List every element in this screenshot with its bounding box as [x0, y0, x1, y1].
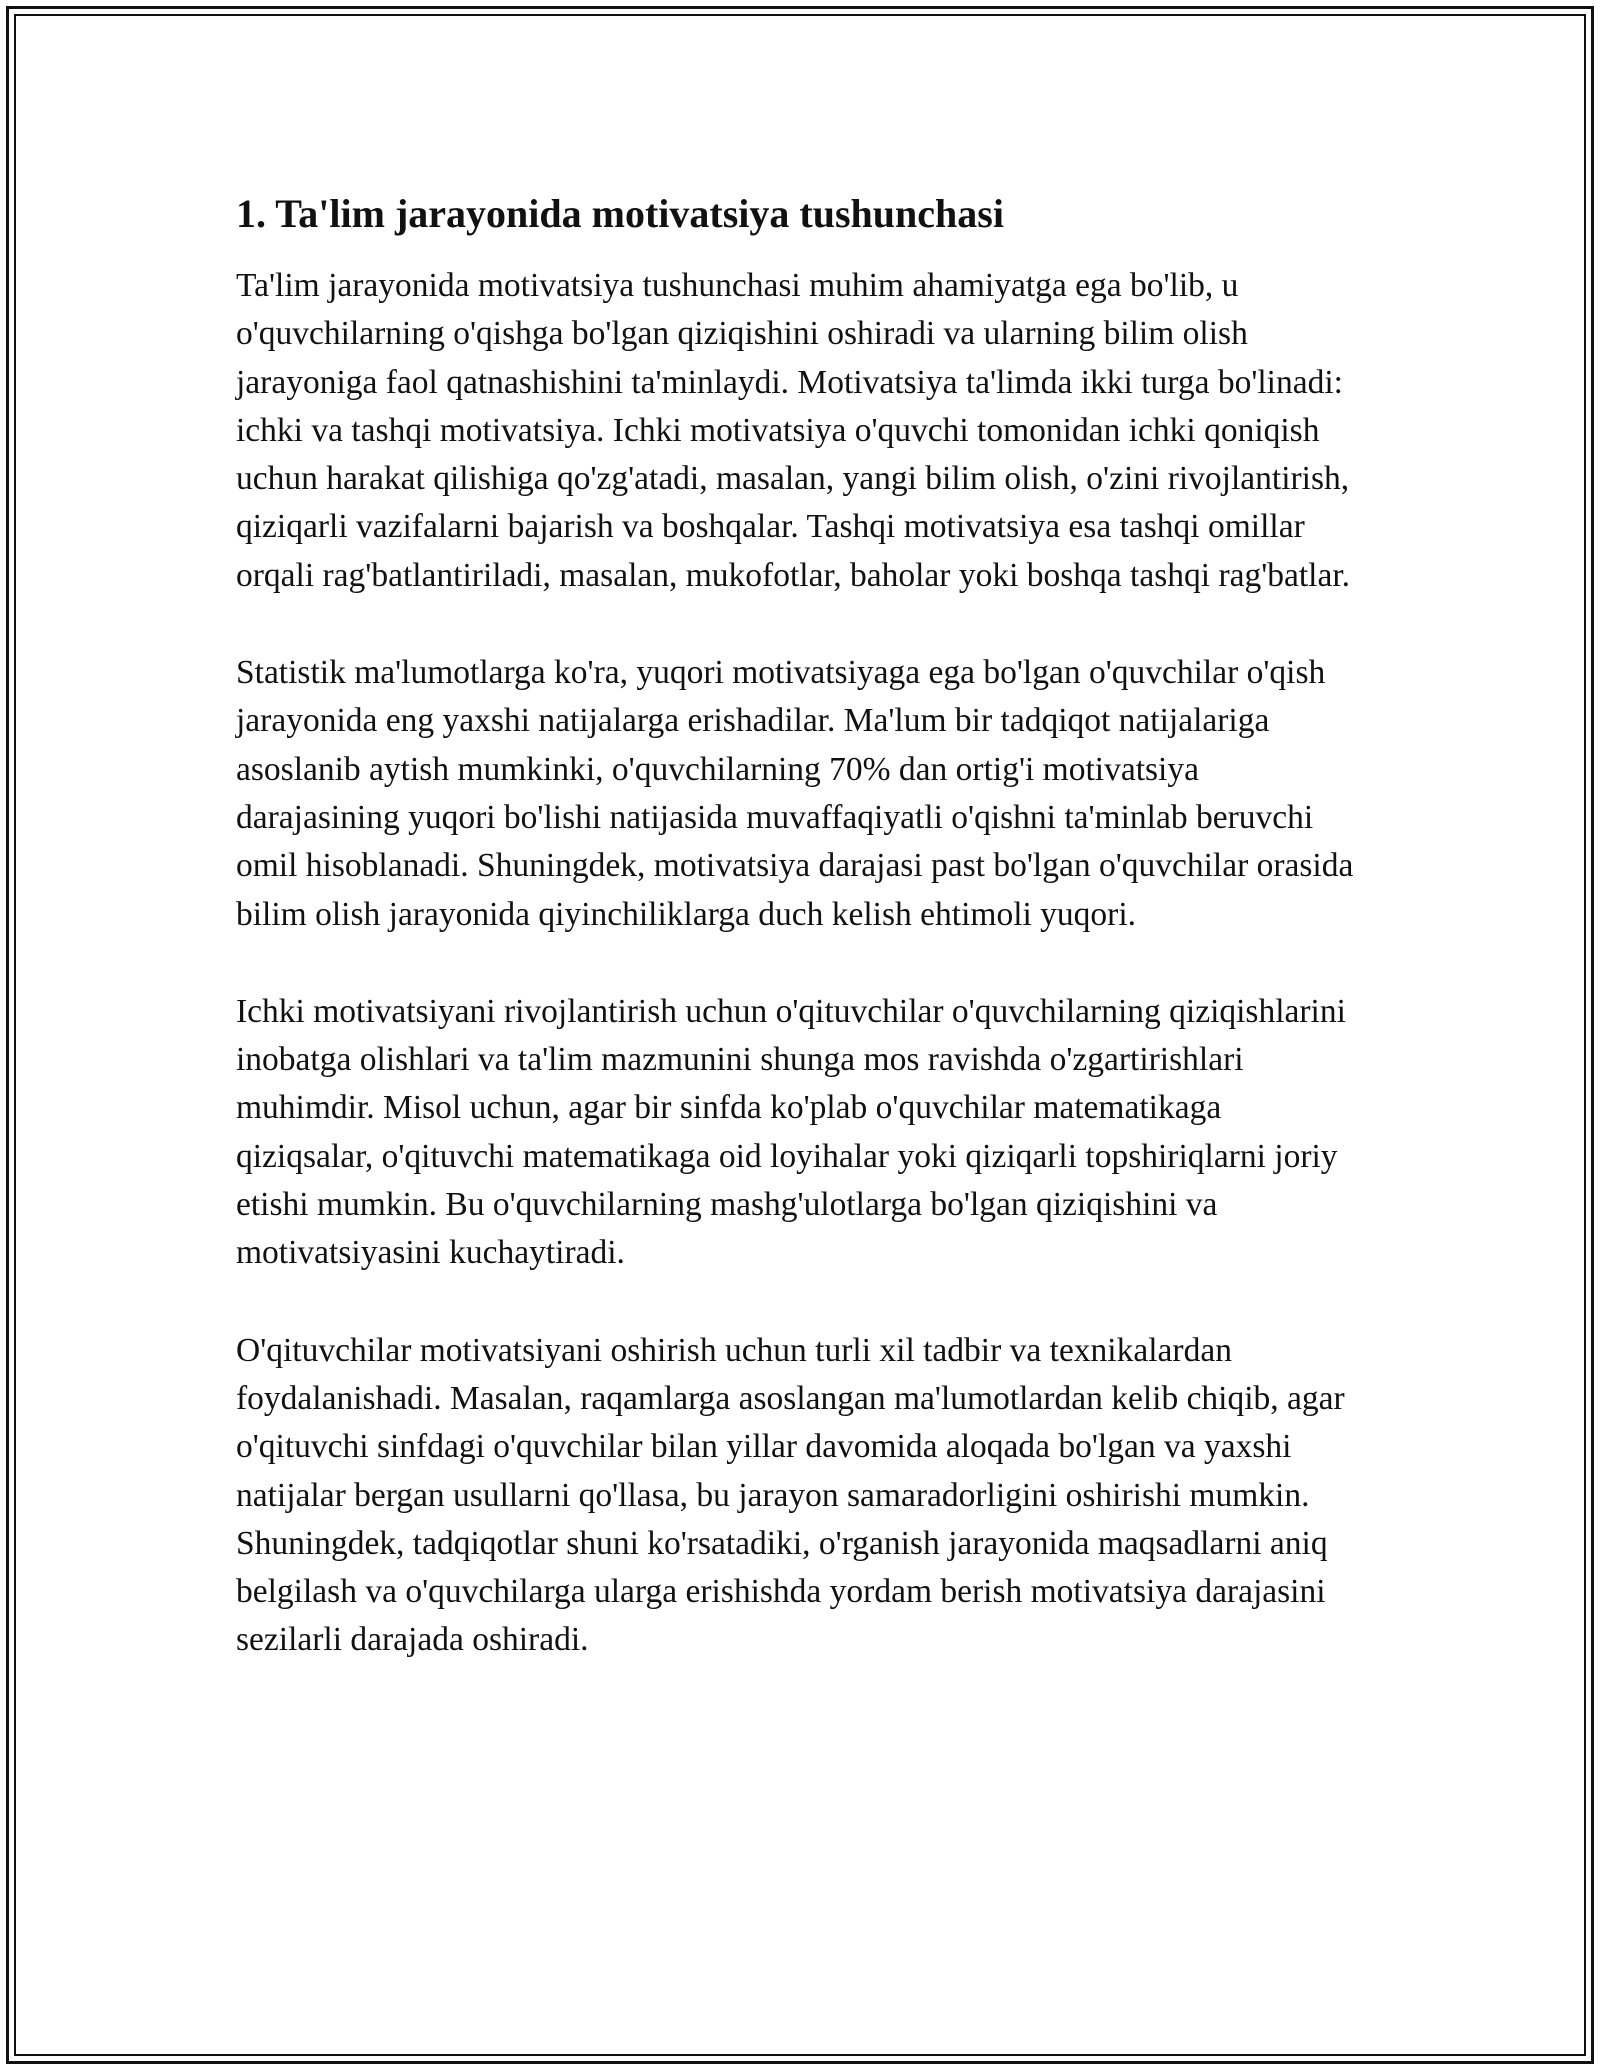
section-heading: 1. Ta'lim jarayonida motivatsiya tushunchasi [236, 191, 1004, 236]
paragraph-intrinsic-development: Ichki motivatsiyani rivojlantirish uchun o'qituvchilar o'quvchilarning qiziqishlarini inobatga olishlari va ta'lim mazmunini shunga mos ravishda o'zgartirishlari muhimdir. Misol uchun, agar bir sinfda ko'plab o'quvchilar matematikaga qiziqsalar, o'qituvchi matematikaga oid loyihalar yoki qiziqarli topshiriqlarni joriy etishi mumkin. Bu o'quvchilarning mashg'ulotlarga bo'lgan qiziqishini va motivatsiyasini kuchaytiradi. [236, 992, 1346, 1272]
document-body [236, 186, 1356, 1665]
paragraph-teacher-techniques: O'qituvchilar motivatsiyani oshirish uchun turli xil tadbir va texnikalardan foydalanishadi. Masalan, raqamlarga asoslangan ma'lumotlardan kelib chiqib, agar o'qituvchi sinfdagi o'quvchilar bilan yillar davomida aloqada bo'lgan va yaxshi natijalar bergan usullarni qo'llasa, bu jarayon samaradorligini oshirishi mumkin. Shuningdek, tadqiqotlar shuni ko'rsatadiki, o'rganish jarayonida maqsadlarni aniq belgilash va o'quvchilarga ularga erishishda yordam berish motivatsiya darajasini sezilarli darajada oshiradi. [236, 1331, 1345, 1659]
paragraph-statistics: Statistik ma'lumotlarga ko'ra, yuqori motivatsiyaga ega bo'lgan o'quvchilar o'qish jarayonida eng yaxshi natijalarga erishadilar. Ma'lum bir tadqiqot natijalariga asoslanib aytish mumkinki, o'quvchilarning 70% dan ortig'i motivatsiya darajasining yuqori bo'lishi natijasida muvaffaqiyatli o'qishni ta'minlab beruvchi omil hisoblanadi. Shuningdek, motivatsiya darajasi past bo'lgan o'quvchilar orasida bilim olish jarayonida qiyinchiliklarga duch kelish ehtimoli yuqori. [236, 654, 1354, 933]
paragraph-motivation-types: Ta'lim jarayonida motivatsiya tushunchasi muhim ahamiyatga ega bo'lib, u o'quvchilarning o'qishga bo'lgan qiziqishini oshiradi va ularning bilim olish jarayoniga faol qatnashishini ta'minlaydi. Motivatsiya ta'limda ikki turga bo'linadi: ichki va tashqi motivatsiya. Ichki motivatsiya o'quvchi tomonidan ichki qoniqish uchun harakat qilishiga qo'zg'atadi, masalan, yangi bilim olish, o'zini rivojlantirish, qiziqarli vazifalarni bajarish va boshqalar. Tashqi motivatsiya esa tashqi omillar orqali rag'batlantiriladi, masalan, mukofotlar, baholar yoki boshqa tashqi rag'batlar. [236, 267, 1351, 594]
